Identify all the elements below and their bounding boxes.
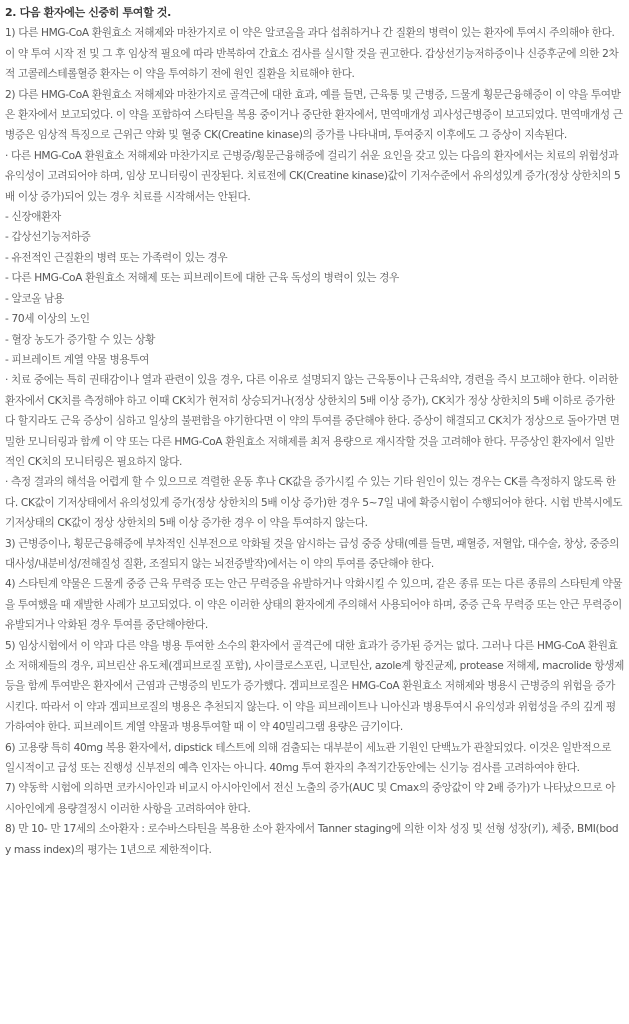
paragraph: - 70세 이상의 노인	[5, 313, 90, 326]
paragraph: 7) 약동학 시험에 의하면 코카시아인과 비교시 아시아인에서 전신 노출의 증가(AUC 및 Cmax의 중앙값이 약 2배 증가)가 나타났으므로 아시아인에게 용량결정시 이러한 사항을 고려하여야 한다.	[5, 782, 616, 815]
paragraph: 6) 고용량 특히 40mg 복용 환자에서, dipstick 테스트에 의해 검출되는 대부분이 세뇨관 기원인 단백뇨가 관찰되었다. 이것은 일반적으로 일시적이고 급성 또는 진행성 신부전의 예측 인자는 아니다. 40mg 투여 환자의 추적기간동안에는 신기능 검사를 고려하여야 한다.	[5, 741, 612, 775]
paragraph: · 다른 HMG-CoA 환원효소 저해제와 마찬가지로 근병증/횡문근융해증에 걸리기 쉬운 요인을 갖고 있는 다음의 환자에서는 치료의 위험성과 유익성이 고려되어야 하며, 임상 모니터링이 권장된다. 치료전에 CK(Creatine kinase)값이 기저수준에서 유의성있게 증가(정상 상한치의 5배 이상 증가)되어 있는 경우 치료를 시작해서는 안된다.	[5, 149, 621, 203]
paragraph: 5) 임상시험에서 이 약과 다른 약을 병용 투여한 소수의 환자에서 골격근에 대한 효과가 증가된 증거는 없다. 그러나 다른 HMG-CoA 환원효소 저해제들의 경우, 피브린산 유도체(겜피브로질 포함), 사이클로스포린, 니코틴산, azole계 항진균제, protease 저해제, macrolide 항생제 등을 함께 투여받은 환자에서 근염과 근병증의 빈도가 증가했다. 겜피브로질은 HMG-CoA 환원효소 저해제와 병용시 근병증의 위험을 증가시킨다. 따라서 이 약과 겜피브로질의 병용은 추천되지 않는다. 이 약을 피브레이트나 니아신과 병용투여시 유익성과 위험성을 주의 깊게 평가하여야 한다. 피브레이트 계열 약물과 병용투여할 때 이 약 40밀리그램 용량은 금기이다.	[5, 639, 624, 734]
paragraph: - 갑상선기능저하증	[5, 231, 91, 244]
paragraph: · 측정 결과의 해석을 어렵게 할 수 있으므로 격렬한 운동 후나 CK값을 증가시킬 수 있는 기타 원인이 있는 경우는 CK를 측정하지 않도록 한다. CK값이 기저상태에서 유의성있게 증가(정상 상한치의 5배 이상 증가)한 경우 5~7일 내에 확증시험이 수행되어야 한다. 시험 반복시에도 기저상태의 CK값이 정상 상한치의 5배 이상 증가한 경우 이 약을 투여하지 않는다.	[5, 476, 623, 530]
paragraph: - 피브레이트 계열 약물 병용투여	[5, 353, 150, 366]
paragraph: 8) 만 10- 만 17세의 소아환자 : 로수바스타틴을 복용한 소아 환자에서 Tanner staging에 의한 이차 성징 및 선형 성장(키), 체중, BMI(body mass index)의 평가는 1년으로 제한적이다.	[5, 823, 619, 856]
paragraph: · 치료 중에는 특히 권태감이나 열과 관련이 있을 경우, 다른 이유로 설명되지 않는 근육통이나 근육쇠약, 경련을 즉시 보고해야 한다. 이러한 환자에서 CK치를 측정해야 하고 이때 CK치가 현저히 상승되거나(정상 상한치의 5배 이상 증가), CK치가 정상 상한치의 5배 이하로 증가한다 할지라도 근육 증상이 심하고 일상의 불편함을 야기한다면 이 약의 투여를 중단해야 한다. 증상이 해결되고 CK치가 정상으로 돌아가면 면밀한 모니터링과 함께 이 약 또는 다른 HMG-CoA 환원효소 저해제를 최저 용량으로 재시작할 것을 고려해야 한다. 무증상인 환자에서 일반적인 CK치의 모니터링은 필요하지 않다.	[5, 374, 620, 468]
paragraph: - 다른 HMG-CoA 환원효소 저해제 또는 피브레이트에 대한 근육 독성의 병력이 있는 경우	[5, 272, 399, 285]
paragraph: 2) 다른 HMG-CoA 환원효소 저해제와 마찬가지로 골격근에 대한 효과, 예를 들면, 근육통 및 근병증, 드물게 횡문근융해증이 이 약을 투여받은 환자에서 보고되었다. 이 약을 포함하여 스타틴을 복용 중이거나 중단한 환자에서, 면역매개성 괴사성근병증이 보고되었다. 면역매개성 근병증은 임상적 특징으로 근위근 약화 및 혈중 CK(Creatine kinase)의 증가를 나타내며, 투여중지 이후에도 그 증상이 지속된다.	[5, 88, 623, 142]
paragraph: 4) 스타틴계 약물은 드물게 중증 근육 무력증 또는 안근 무력증을 유발하거나 악화시킬 수 있으며, 같은 종류 또는 다른 종류의 스타틴계 약물을 투여했을 때 재발한 사례가 보고되었다. 이 약은 이러한 상태의 환자에게 주의해서 사용되어야 하며, 중증 근육 무력증 또는 안근 무력증이 유발되거나 악화된 경우 투여를 중단해야한다.	[5, 578, 623, 632]
paragraph: 3) 근병증이나, 횡문근융해증에 부차적인 신부전으로 악화될 것을 암시하는 급성 중증 상태(예를 들면, 패혈증, 저혈압, 대수술, 창상, 중증의 대사성/내분비성/전해질성 질환, 조절되지 않는 뇌전증발작)에서는 이 약의 투여를 중단해야 한다.	[5, 537, 620, 570]
paragraph: - 혈장 농도가 증가할 수 있는 상황	[5, 333, 156, 346]
section-heading: 2. 다음 환자에는 신중히 투여할 것.	[5, 6, 171, 19]
paragraph: - 알코올 남용	[5, 292, 64, 305]
document-body	[5, 3, 624, 860]
paragraph: 1) 다른 HMG-CoA 환원효소 저해제와 마찬가지로 이 약은 알코올을 과다 섭취하거나 간 질환의 병력이 있는 환자에 투여시 주의해야 한다. 이 약 투여 시작 전 및 그 후 임상적 필요에 따라 반복하여 간효소 검사를 실시할 것을 권고한다. 갑상선기능저하증이나 신증후군에 의한 2차적 고콜레스테롤혈증 환자는 이 약을 투여하기 전에 원인 질환을 치료해야 한다.	[5, 27, 619, 81]
paragraph-list	[5, 23, 624, 860]
paragraph: - 신장애환자	[5, 211, 61, 224]
paragraph: - 유전적인 근질환의 병력 또는 가족력이 있는 경우	[5, 251, 228, 264]
